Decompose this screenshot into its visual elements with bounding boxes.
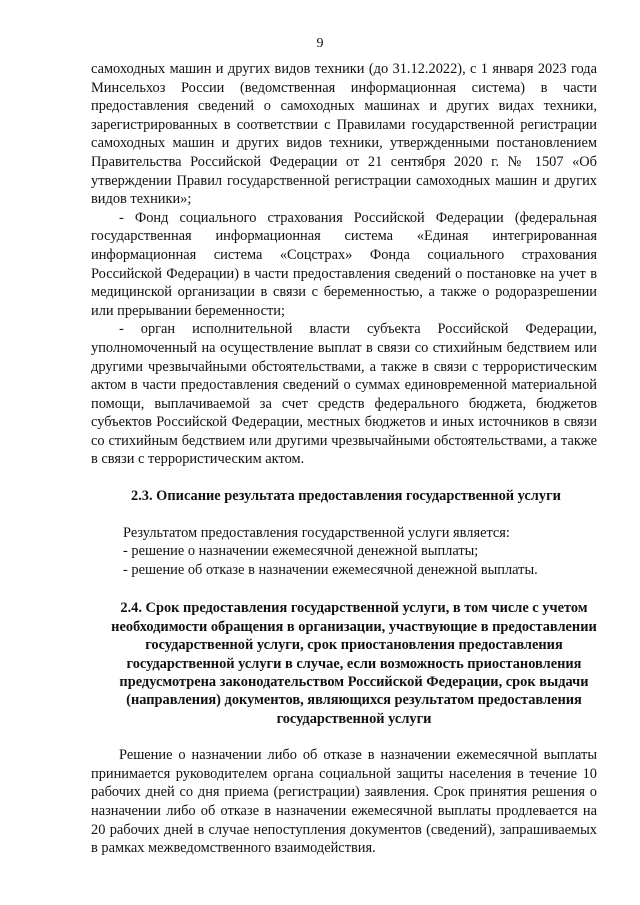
section-2-4-heading: 2.4. Срок предоставления государственной услуги, в том числе с учетом необходимости обращения в организации, участвующие в предоставлении государственной услуги, срок приостановления предоставления государственной услуги в случае, если возможность приостановления предусмотрена законодательством Российской Федерации, срок выдачи (направления) документов, являющихся результатом предоставления государственной услуги: [111, 600, 597, 727]
section-2-3-lead: Результатом предоставления государственной услуги является:: [123, 524, 510, 541]
section-2-4-body: Решение о назначении либо об отказе в назначении ежемесячной выплаты принимается руководителем органа социальной защиты населения в течение 10 рабочих дней со дня приема (регистрации) заявления. Срок принятия решения о назначении либо об отказе в назначении ежемесячной выплаты продлевается на 20 рабочих дней в случае непоступления документов (сведений), запрашиваемых в рамках межведомственного взаимодействия.: [91, 747, 597, 857]
section-2-3-heading: 2.3. Описание результата предоставления государственной услуги: [131, 488, 561, 505]
list-item: - решение о назначении ежемесячной денежной выплаты;: [123, 543, 479, 560]
section-2-3-body: [91, 524, 597, 580]
page-content: [91, 60, 597, 858]
list-item: - решение об отказе в назначении ежемесячной денежной выплаты.: [123, 561, 538, 578]
intro-paragraph-3: - орган исполнительной власти субъекта Российской Федерации, уполномоченный на осуществление выплат в связи со стихийным бедствием или другими чрезвычайными обстоятельствами, а также в связи с террористическим актом в части предоставления сведений о суммах единовременной материальной помощи, выплачиваемой за счет средств федерального бюджета, бюджетов субъектов Российской Федерации, местных бюджетов и иных источников в связи со стихийным бедствием или другими чрезвычайными обстоятельствами, а также в связи с террористическим актом.: [91, 321, 597, 468]
page-number: 9: [316, 36, 324, 51]
intro-paragraph-1: самоходных машин и других видов техники (до 31.12.2022), с 1 января 2023 года Минсельхоз России (ведомственная информационная система) в части предоставления сведений о самоходных машинах и других видах техники, зарегистрированных в соответствии с Правилами государственной регистрации самоходных машин и других видов техники, утвержденными постановлением Правительства Российской Федерации от 21 сентября 2020 г. № 1507 «Об утверждении Правил государственной регистрации самоходных машин и других видов техники»;: [91, 61, 597, 208]
intro-paragraph-2: - Фонд социального страхования Российской Федерации (федеральная государственная информационная система «Единая интегрированная информационная система «Соцстрах» Фонда социального страхования Российской Федерации) в части предоставления сведений о постановке на учет в медицинской организации в связи с беременностью, а также о родоразрешении или прерывании беременности;: [91, 209, 597, 319]
